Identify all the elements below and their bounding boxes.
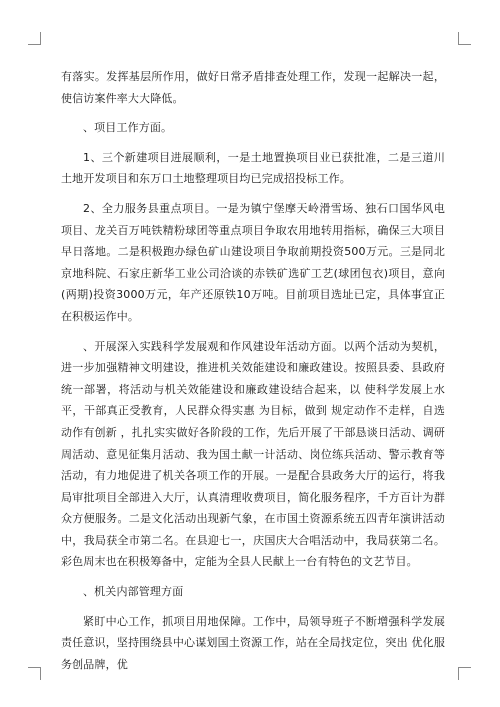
section-heading-projects: 、项目工作方面。 — [83, 121, 173, 135]
paragraph-key-projects: 2、全力服务县重点项目。一是为镇宁堡摩天岭滑雪场、独石口国华风电项目、龙关百万吨铁精粉球团等重点项目争取农用地转用指标，确保三大项目早日落地。二是积极跑办绿色矿山建设项目争取前期投资500万元。三是同北京地科院、石家庄新华工业公司洽谈的赤铁矿选矿工艺(球团包衣)项目，意向(两期)投资3000万元，年产还原铁10万吨。目前项目选址已定，具体事宜正在积极运作中。 — [61, 201, 445, 323]
paragraph-activities: 、开展深入实践科学发展观和作风建设年活动方面。以两个活动为契机，进一步加强精神文明建设，推进机关效能建设和廉政建设。按照县委、县政府统一部署，将活动与机关效能建设和廉政建设结合起来，以 使科学发展上水平，干部真正受教育，人民群众得实惠 为目标，做到 规定动作不走样，自选动作有创新 ，扎扎实实做好各阶段的工作，先后开展了干部恳谈日活动、调研周活动、意见征集月活动、我为国土献一计活动、岗位练兵活动、警示教育等活动，有力地促进了机关各项工作的开展。一是配合县政务大厅的运行，将我局审批项目全部进入大厅，认真清理收费项目，简化服务程序，千方百计为群众方便服务。二是文化活动出现新气象，在市国土资源系统五四青年演讲活动中，我局获全市第二名。在县迎七一，庆国庆大合唱活动中，我局获第二名。彩色周末也在积极筹备中，定能为全县人民献上一台有特色的文艺节目。 — [61, 339, 445, 569]
crop-mark-bottom-left — [28, 667, 41, 680]
crop-mark-bottom-right — [458, 667, 471, 680]
paragraph-internal-management: 紧盯中心工作，抓项目用地保障。工作中，局领导班子不断增强科学发展责任意识，坚持围绕县中心谋划国土资源工作，站在全局找定位，突出 优化服务创品牌，优 — [61, 614, 445, 671]
document-body — [61, 66, 445, 675]
paragraph-continuation: 有落实。发挥基层所作用，做好日常矛盾排查处理工作，发现一起解决一起，使信访案件率大大降低。 — [61, 70, 445, 105]
crop-mark-top-right — [458, 32, 471, 45]
crop-mark-top-left — [28, 32, 41, 45]
section-heading-internal-management: 、机关内部管理方面 — [83, 585, 184, 599]
paragraph-new-projects: 1、三个新建项目进展顺利，一是土地置换项目业已获批准，二是三道川土地开发项目和东万口土地整理项目均已完成招投标工作。 — [61, 150, 445, 186]
